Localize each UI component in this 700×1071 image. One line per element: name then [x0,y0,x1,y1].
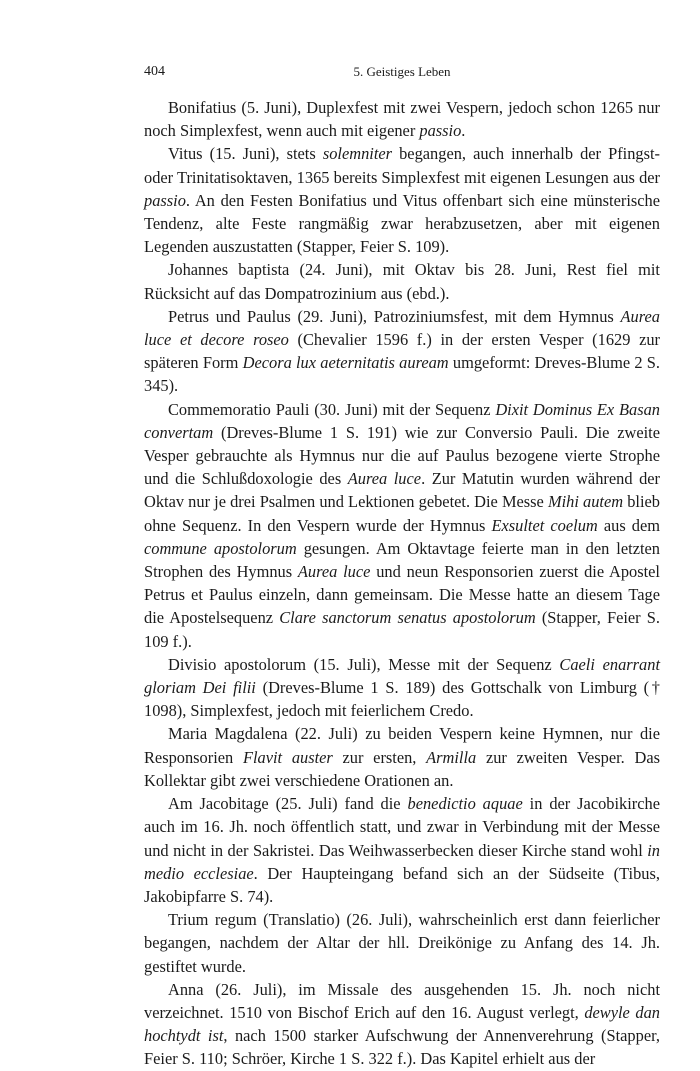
text-run: (Chevalier 1596 f.) in der ersten Vesper (1629 zur späteren Form [144,330,660,373]
text-run: Anna (26. Juli), im Missale des ausgehenden 15. Jh. noch nicht verzeichnet. 1510 von Bischof Erich auf den 16. August verlegt, [144,979,660,1022]
italic-run: Flavit auster [242,747,333,767]
italic-run: Aurea luce et decore roseo [144,306,660,350]
text-run: Commemoratio Pauli (30. Juni) mit der Sequenz [168,399,496,419]
text-run: blieb ohne Sequenz. In den Vespern wurde der Hymnus [144,492,660,535]
text-run: Petrus und Paulus (29. Juni), Patroziniumsfest, mit dem Hymnus [168,306,621,326]
italic-run: solemniter [322,144,393,164]
text-run: in der Jacobikirche auch im 16. Jh. noch öffentlich statt, und zwar in Verbindung mit der Messe und nicht in der Sakristei. Das Weihwasserbecken dieser Kirche stand wohl [144,794,661,860]
text-run: . An den Festen Bonifatius und Vitus offenbart sich eine münsterische Tendenz, alte Feste rangmäßig zwar herabzusetzen, aber mit eigenen Legenden auszustatten (Stapper, Feier S. 109). [144,190,660,257]
italic-run: passio [419,121,462,141]
italic-run: Clare sanctorum senatus apostolorum [279,608,536,628]
text-run: zur ersten, [332,747,427,767]
paragraph [144,142,660,258]
italic-run: Decora lux aeternitatis auream [242,353,449,373]
italic-run: Aurea luce [297,562,371,582]
text-run: , nach 1500 starker Aufschwung der Annenverehrung (Stapper, Feier S. 110; Schröer, Kirche 1 S. 322 f.). Das Kapitel erhielt aus der [144,1026,660,1069]
text-run: begangen, auch innerhalb der Pfingst- oder Trinitatisoktaven, 1365 bereits Simplexfest mit eigenen Lesungen aus der [144,144,661,187]
paragraph [144,258,660,304]
italic-run: commune apostolorum [144,538,297,558]
italic-run: benedictio aquae [407,794,523,814]
paragraph [144,96,660,142]
paragraph [144,792,660,908]
running-head: 5. Geistiges Leben [353,64,451,79]
text-run: . [461,121,466,141]
text-run: gesungen. Am Oktavtage feierte man in den letzten Strophen des Hymnus [144,538,660,582]
text-run: Am Jacobitage (25. Juli) fand die [168,794,408,814]
body-text [144,96,660,1071]
text-run: . Zur Matutin wurden während der Oktav nur je drei Psalmen und Lektionen gebetet. Die Messe [144,469,660,512]
text-run: Johannes baptista (24. Juni), mit Oktav bis 28. Juni, Rest fiel mit Rücksicht auf das Dompatrozinium aus (ebd.). [144,260,660,303]
italic-run: Caeli enarrant gloriam Dei filii [144,654,660,698]
paragraph [144,908,660,978]
text-run: Bonifatius (5. Juni), Duplexfest mit zwei Vespern, jedoch schon 1265 nur noch Simplexfest, wenn auch mit eigener [144,98,660,141]
text-run: . Der Haupteingang befand sich an der Südseite (Tibus, Jakobipfarre S. 74). [144,863,660,906]
text-run: zur zweiten Vesper. Das Kollektar gibt zwei verschiedene Orationen an. [144,747,660,790]
paragraph [144,722,660,792]
paragraph [144,978,660,1071]
text-run: Vitus (15. Juni), stets [168,144,323,164]
italic-run: Dixit Dominus Ex Basan convertam [144,399,660,442]
italic-run: dewyle dan hochtydt ist [144,1002,660,1046]
italic-run: Mihi autem [547,492,624,512]
paragraph [144,398,660,653]
page-header [144,64,660,84]
text-run: Maria Magdalena (22. Juli) zu beiden Vespern keine Hymnen, nur die Responsorien [144,724,660,767]
text-run: aus dem [597,515,661,535]
text-run: umgeformt: Dreves-Blume 2 S. 345). [144,353,660,396]
italic-run: Armilla [426,747,477,767]
italic-run: Aurea luce [347,469,422,489]
text-run: (Dreves-Blume 1 S. 189) des Gottschalk von Limburg († 1098), Simplexfest, jedoch mit feierlichem Credo. [144,678,660,721]
paragraph [144,305,660,398]
text-run: (Stapper, Feier S. 109 f.). [144,608,660,651]
text-run: (Dreves-Blume 1 S. 191) wie zur Conversio Pauli. Die zweite Vesper gebrauchte als Hymnus nur die auf Paulus bezogene vierte Strophe und die Schlußdoxologie des [144,422,660,489]
text-run: und neun Responsorien zuerst die Apostel Petrus et Paulus einzeln, dann gemeinsam. Die Messe hatte an diesem Tage die Apostelsequenz [144,562,660,628]
italic-run: passio [144,190,186,210]
text-run: Trium regum (Translatio) (26. Juli), wahrscheinlich erst dann feierlicher begangen, nachdem der Altar der hll. Dreikönige zu Anfang des 14. Jh. gestiftet wurde. [144,910,660,976]
page-number: 404 [144,64,165,79]
paragraph [144,653,660,723]
text-run: Divisio apostolorum (15. Juli), Messe mit der Sequenz [168,654,560,674]
italic-run: Exsultet coelum [491,515,598,535]
italic-run: in medio ecclesiae [144,840,660,883]
